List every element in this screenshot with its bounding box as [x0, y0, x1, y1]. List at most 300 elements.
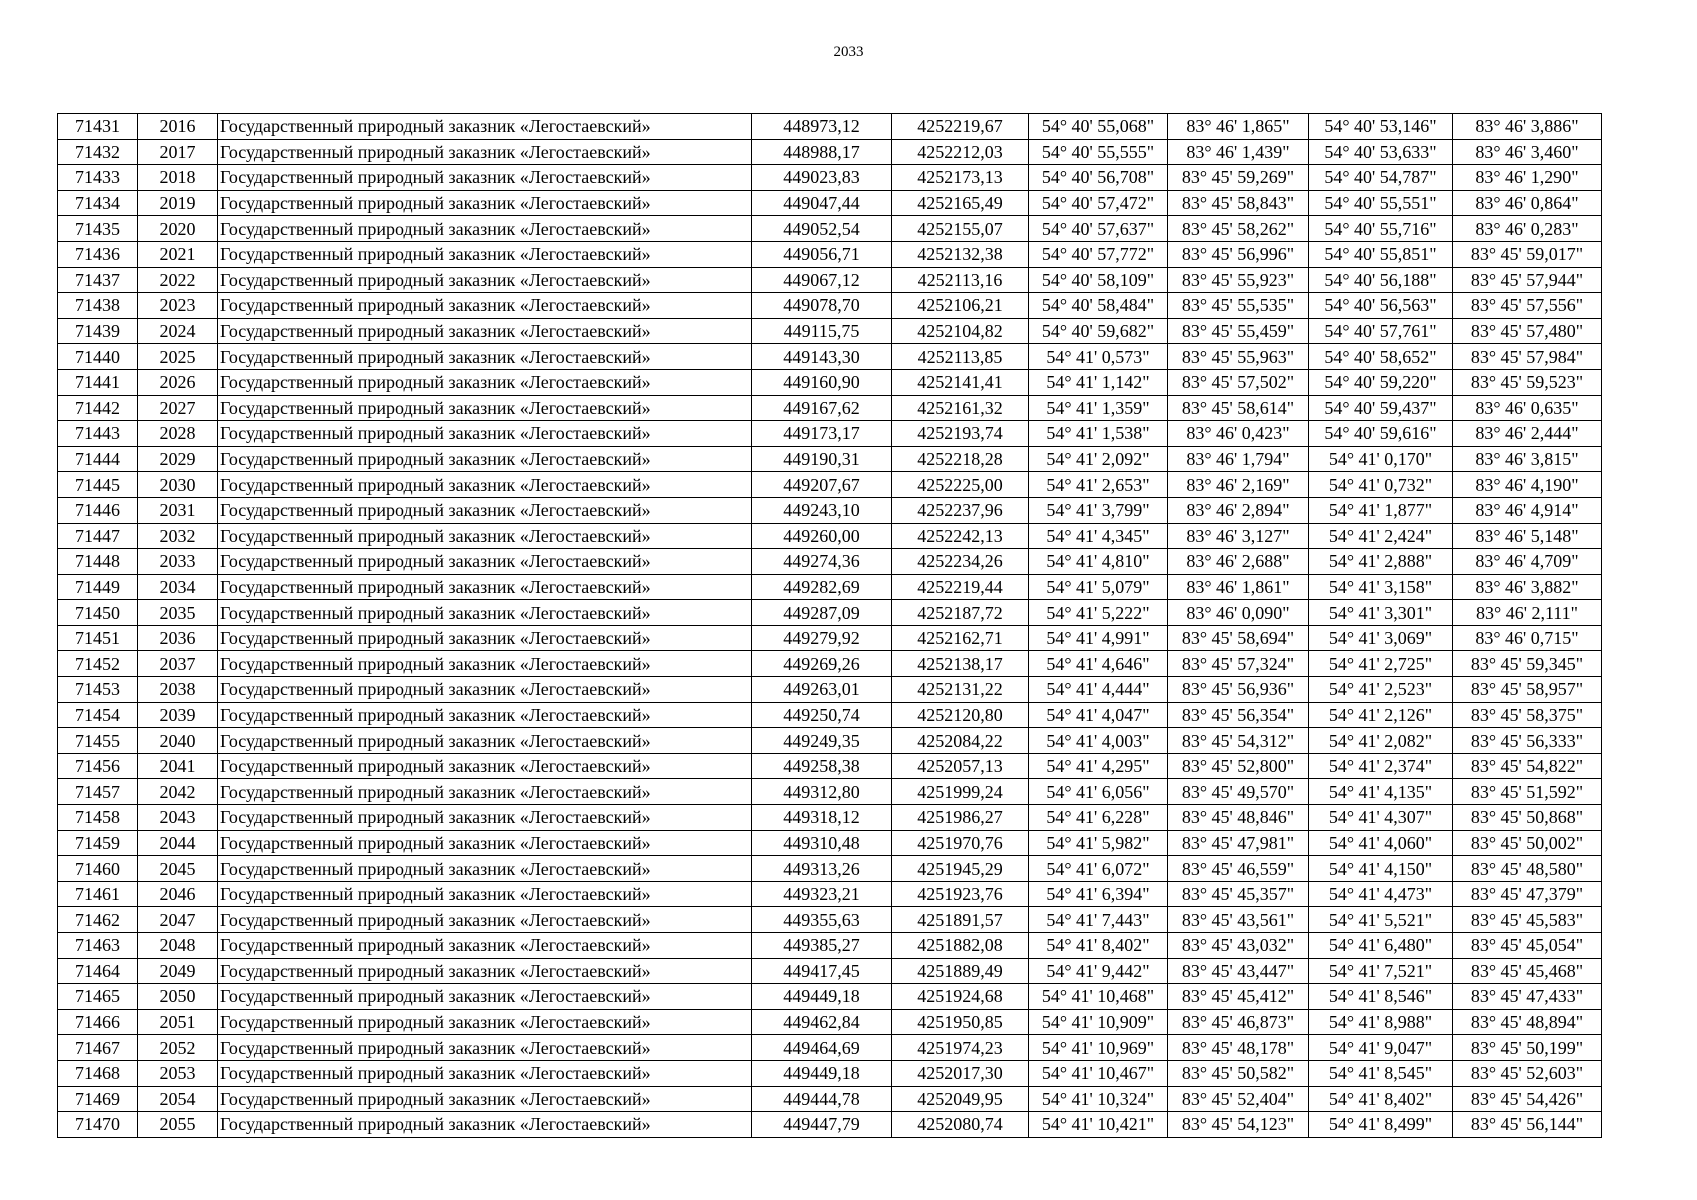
row-number-cell: 71459 — [58, 830, 138, 856]
longitude-1-cell: 83° 45' 43,447" — [1168, 958, 1309, 984]
latitude-1-cell: 54° 40' 57,637" — [1029, 216, 1168, 242]
y-coordinate-cell: 4252141,41 — [892, 369, 1029, 395]
territory-name-cell: Государственный природный заказник «Легостаевский» — [218, 702, 752, 728]
latitude-1-cell: 54° 41' 4,444" — [1029, 677, 1168, 703]
point-number-cell: 2046 — [138, 881, 218, 907]
territory-name-cell: Государственный природный заказник «Легостаевский» — [218, 165, 752, 191]
point-number-cell: 2037 — [138, 651, 218, 677]
latitude-1-cell: 54° 41' 5,079" — [1029, 574, 1168, 600]
latitude-2-cell: 54° 40' 56,188" — [1309, 267, 1453, 293]
territory-name-cell: Государственный природный заказник «Легостаевский» — [218, 1112, 752, 1138]
row-number-cell: 71431 — [58, 114, 138, 140]
page-number: 2033 — [833, 44, 864, 60]
latitude-1-cell: 54° 40' 56,708" — [1029, 165, 1168, 191]
latitude-2-cell: 54° 41' 3,069" — [1309, 625, 1453, 651]
point-number-cell: 2016 — [138, 114, 218, 140]
territory-name-cell: Государственный природный заказник «Легостаевский» — [218, 625, 752, 651]
longitude-2-cell: 83° 45' 50,868" — [1453, 805, 1602, 831]
row-number-cell: 71466 — [58, 1009, 138, 1035]
latitude-2-cell: 54° 40' 59,437" — [1309, 395, 1453, 421]
table-row — [58, 779, 1602, 805]
longitude-2-cell: 83° 46' 4,190" — [1453, 472, 1602, 498]
point-number-cell: 2055 — [138, 1112, 218, 1138]
table-row — [58, 856, 1602, 882]
table-row — [58, 421, 1602, 447]
y-coordinate-cell: 4252162,71 — [892, 625, 1029, 651]
point-number-cell: 2045 — [138, 856, 218, 882]
x-coordinate-cell: 449249,35 — [752, 728, 892, 754]
row-number-cell: 71449 — [58, 574, 138, 600]
latitude-1-cell: 54° 41' 1,142" — [1029, 369, 1168, 395]
y-coordinate-cell: 4252165,49 — [892, 190, 1029, 216]
latitude-2-cell: 54° 40' 55,551" — [1309, 190, 1453, 216]
row-number-cell: 71442 — [58, 395, 138, 421]
row-number-cell: 71456 — [58, 753, 138, 779]
point-number-cell: 2043 — [138, 805, 218, 831]
point-number-cell: 2023 — [138, 293, 218, 319]
longitude-1-cell: 83° 45' 46,873" — [1168, 1009, 1309, 1035]
latitude-2-cell: 54° 41' 2,725" — [1309, 651, 1453, 677]
territory-name-cell: Государственный природный заказник «Легостаевский» — [218, 267, 752, 293]
point-number-cell: 2030 — [138, 472, 218, 498]
latitude-1-cell: 54° 40' 55,555" — [1029, 139, 1168, 165]
latitude-1-cell: 54° 41' 7,443" — [1029, 907, 1168, 933]
point-number-cell: 2027 — [138, 395, 218, 421]
longitude-1-cell: 83° 45' 58,262" — [1168, 216, 1309, 242]
point-number-cell: 2020 — [138, 216, 218, 242]
longitude-2-cell: 83° 46' 0,283" — [1453, 216, 1602, 242]
x-coordinate-cell: 449385,27 — [752, 933, 892, 959]
longitude-2-cell: 83° 46' 1,290" — [1453, 165, 1602, 191]
point-number-cell: 2049 — [138, 958, 218, 984]
latitude-1-cell: 54° 41' 4,003" — [1029, 728, 1168, 754]
territory-name-cell: Государственный природный заказник «Легостаевский» — [218, 984, 752, 1010]
latitude-1-cell: 54° 41' 10,468" — [1029, 984, 1168, 1010]
table-row — [58, 190, 1602, 216]
point-number-cell: 2054 — [138, 1086, 218, 1112]
latitude-2-cell: 54° 41' 4,135" — [1309, 779, 1453, 805]
latitude-2-cell: 54° 40' 55,716" — [1309, 216, 1453, 242]
table-row — [58, 1086, 1602, 1112]
row-number-cell: 71454 — [58, 702, 138, 728]
territory-name-cell: Государственный природный заказник «Легостаевский» — [218, 677, 752, 703]
longitude-1-cell: 83° 45' 49,570" — [1168, 779, 1309, 805]
longitude-1-cell: 83° 45' 55,923" — [1168, 267, 1309, 293]
longitude-2-cell: 83° 46' 3,460" — [1453, 139, 1602, 165]
table-row — [58, 114, 1602, 140]
latitude-1-cell: 54° 41' 8,402" — [1029, 933, 1168, 959]
table-row — [58, 1009, 1602, 1035]
point-number-cell: 2021 — [138, 241, 218, 267]
point-number-cell: 2019 — [138, 190, 218, 216]
longitude-2-cell: 83° 46' 0,715" — [1453, 625, 1602, 651]
latitude-2-cell: 54° 41' 8,402" — [1309, 1086, 1453, 1112]
territory-name-cell: Государственный природный заказник «Легостаевский» — [218, 805, 752, 831]
y-coordinate-cell: 4252242,13 — [892, 523, 1029, 549]
row-number-cell: 71465 — [58, 984, 138, 1010]
x-coordinate-cell: 449115,75 — [752, 318, 892, 344]
x-coordinate-cell: 449269,26 — [752, 651, 892, 677]
y-coordinate-cell: 4251974,23 — [892, 1035, 1029, 1061]
point-number-cell: 2028 — [138, 421, 218, 447]
x-coordinate-cell: 449464,69 — [752, 1035, 892, 1061]
latitude-1-cell: 54° 41' 1,359" — [1029, 395, 1168, 421]
longitude-2-cell: 83° 45' 56,144" — [1453, 1112, 1602, 1138]
latitude-2-cell: 54° 40' 53,146" — [1309, 114, 1453, 140]
longitude-2-cell: 83° 46' 3,882" — [1453, 574, 1602, 600]
latitude-2-cell: 54° 41' 4,473" — [1309, 881, 1453, 907]
table-row — [58, 1112, 1602, 1138]
longitude-2-cell: 83° 45' 57,984" — [1453, 344, 1602, 370]
table-row — [58, 1060, 1602, 1086]
longitude-2-cell: 83° 45' 48,894" — [1453, 1009, 1602, 1035]
row-number-cell: 71443 — [58, 421, 138, 447]
longitude-1-cell: 83° 45' 46,559" — [1168, 856, 1309, 882]
territory-name-cell: Государственный природный заказник «Легостаевский» — [218, 369, 752, 395]
longitude-1-cell: 83° 45' 47,981" — [1168, 830, 1309, 856]
row-number-cell: 71453 — [58, 677, 138, 703]
latitude-2-cell: 54° 41' 7,521" — [1309, 958, 1453, 984]
x-coordinate-cell: 449023,83 — [752, 165, 892, 191]
latitude-2-cell: 54° 41' 0,732" — [1309, 472, 1453, 498]
table-row — [58, 651, 1602, 677]
latitude-1-cell: 54° 41' 10,909" — [1029, 1009, 1168, 1035]
x-coordinate-cell: 449143,30 — [752, 344, 892, 370]
y-coordinate-cell: 4252080,74 — [892, 1112, 1029, 1138]
longitude-2-cell: 83° 46' 3,815" — [1453, 446, 1602, 472]
y-coordinate-cell: 4252113,85 — [892, 344, 1029, 370]
longitude-2-cell: 83° 45' 45,468" — [1453, 958, 1602, 984]
longitude-2-cell: 83° 45' 57,480" — [1453, 318, 1602, 344]
y-coordinate-cell: 4252173,13 — [892, 165, 1029, 191]
point-number-cell: 2048 — [138, 933, 218, 959]
x-coordinate-cell: 449207,67 — [752, 472, 892, 498]
y-coordinate-cell: 4252218,28 — [892, 446, 1029, 472]
longitude-1-cell: 83° 45' 52,800" — [1168, 753, 1309, 779]
longitude-2-cell: 83° 46' 5,148" — [1453, 523, 1602, 549]
row-number-cell: 71440 — [58, 344, 138, 370]
latitude-2-cell: 54° 41' 2,374" — [1309, 753, 1453, 779]
point-number-cell: 2024 — [138, 318, 218, 344]
table-row — [58, 523, 1602, 549]
point-number-cell: 2018 — [138, 165, 218, 191]
y-coordinate-cell: 4252155,07 — [892, 216, 1029, 242]
longitude-1-cell: 83° 45' 56,354" — [1168, 702, 1309, 728]
x-coordinate-cell: 449313,26 — [752, 856, 892, 882]
longitude-1-cell: 83° 45' 43,032" — [1168, 933, 1309, 959]
latitude-1-cell: 54° 41' 4,646" — [1029, 651, 1168, 677]
territory-name-cell: Государственный природный заказник «Легостаевский» — [218, 472, 752, 498]
table-row — [58, 446, 1602, 472]
latitude-2-cell: 54° 41' 4,060" — [1309, 830, 1453, 856]
table-row — [58, 549, 1602, 575]
territory-name-cell: Государственный природный заказник «Легостаевский» — [218, 856, 752, 882]
latitude-1-cell: 54° 41' 10,324" — [1029, 1086, 1168, 1112]
point-number-cell: 2034 — [138, 574, 218, 600]
territory-name-cell: Государственный природный заказник «Легостаевский» — [218, 728, 752, 754]
row-number-cell: 71444 — [58, 446, 138, 472]
longitude-1-cell: 83° 46' 0,090" — [1168, 600, 1309, 626]
territory-name-cell: Государственный природный заказник «Легостаевский» — [218, 753, 752, 779]
table-row — [58, 216, 1602, 242]
longitude-2-cell: 83° 45' 48,580" — [1453, 856, 1602, 882]
territory-name-cell: Государственный природный заказник «Легостаевский» — [218, 421, 752, 447]
latitude-1-cell: 54° 41' 2,092" — [1029, 446, 1168, 472]
table-row — [58, 1035, 1602, 1061]
row-number-cell: 71463 — [58, 933, 138, 959]
longitude-2-cell: 83° 45' 59,345" — [1453, 651, 1602, 677]
x-coordinate-cell: 449167,62 — [752, 395, 892, 421]
longitude-2-cell: 83° 45' 52,603" — [1453, 1060, 1602, 1086]
y-coordinate-cell: 4251999,24 — [892, 779, 1029, 805]
latitude-2-cell: 54° 40' 59,220" — [1309, 369, 1453, 395]
x-coordinate-cell: 449052,54 — [752, 216, 892, 242]
x-coordinate-cell: 449417,45 — [752, 958, 892, 984]
x-coordinate-cell: 449447,79 — [752, 1112, 892, 1138]
longitude-1-cell: 83° 46' 2,688" — [1168, 549, 1309, 575]
latitude-2-cell: 54° 41' 4,307" — [1309, 805, 1453, 831]
longitude-1-cell: 83° 45' 52,404" — [1168, 1086, 1309, 1112]
x-coordinate-cell: 449282,69 — [752, 574, 892, 600]
y-coordinate-cell: 4252212,03 — [892, 139, 1029, 165]
row-number-cell: 71468 — [58, 1060, 138, 1086]
x-coordinate-cell: 449274,36 — [752, 549, 892, 575]
latitude-2-cell: 54° 40' 59,616" — [1309, 421, 1453, 447]
territory-name-cell: Государственный природный заказник «Легостаевский» — [218, 344, 752, 370]
territory-name-cell: Государственный природный заказник «Легостаевский» — [218, 497, 752, 523]
point-number-cell: 2052 — [138, 1035, 218, 1061]
longitude-1-cell: 83° 46' 1,439" — [1168, 139, 1309, 165]
longitude-2-cell: 83° 45' 47,433" — [1453, 984, 1602, 1010]
longitude-1-cell: 83° 45' 45,357" — [1168, 881, 1309, 907]
row-number-cell: 71437 — [58, 267, 138, 293]
longitude-2-cell: 83° 45' 45,583" — [1453, 907, 1602, 933]
point-number-cell: 2022 — [138, 267, 218, 293]
table-row — [58, 344, 1602, 370]
x-coordinate-cell: 449449,18 — [752, 984, 892, 1010]
territory-name-cell: Государственный природный заказник «Легостаевский» — [218, 881, 752, 907]
latitude-2-cell: 54° 40' 58,652" — [1309, 344, 1453, 370]
table-row — [58, 318, 1602, 344]
latitude-2-cell: 54° 41' 2,424" — [1309, 523, 1453, 549]
longitude-1-cell: 83° 45' 58,614" — [1168, 395, 1309, 421]
point-number-cell: 2033 — [138, 549, 218, 575]
latitude-2-cell: 54° 41' 4,150" — [1309, 856, 1453, 882]
territory-name-cell: Государственный природный заказник «Легостаевский» — [218, 241, 752, 267]
latitude-2-cell: 54° 41' 9,047" — [1309, 1035, 1453, 1061]
point-number-cell: 2042 — [138, 779, 218, 805]
latitude-1-cell: 54° 41' 4,345" — [1029, 523, 1168, 549]
territory-name-cell: Государственный природный заказник «Легостаевский» — [218, 446, 752, 472]
longitude-1-cell: 83° 45' 56,996" — [1168, 241, 1309, 267]
table-row — [58, 677, 1602, 703]
x-coordinate-cell: 449355,63 — [752, 907, 892, 933]
y-coordinate-cell: 4251945,29 — [892, 856, 1029, 882]
x-coordinate-cell: 449067,12 — [752, 267, 892, 293]
row-number-cell: 71470 — [58, 1112, 138, 1138]
longitude-2-cell: 83° 46' 0,864" — [1453, 190, 1602, 216]
point-number-cell: 2029 — [138, 446, 218, 472]
territory-name-cell: Государственный природный заказник «Легостаевский» — [218, 1086, 752, 1112]
latitude-1-cell: 54° 40' 57,472" — [1029, 190, 1168, 216]
x-coordinate-cell: 449258,38 — [752, 753, 892, 779]
point-number-cell: 2040 — [138, 728, 218, 754]
latitude-2-cell: 54° 40' 57,761" — [1309, 318, 1453, 344]
table-row — [58, 728, 1602, 754]
row-number-cell: 71464 — [58, 958, 138, 984]
table-row — [58, 241, 1602, 267]
y-coordinate-cell: 4252237,96 — [892, 497, 1029, 523]
row-number-cell: 71436 — [58, 241, 138, 267]
longitude-1-cell: 83° 45' 57,502" — [1168, 369, 1309, 395]
latitude-2-cell: 54° 40' 54,787" — [1309, 165, 1453, 191]
y-coordinate-cell: 4252219,44 — [892, 574, 1029, 600]
row-number-cell: 71461 — [58, 881, 138, 907]
latitude-1-cell: 54° 41' 2,653" — [1029, 472, 1168, 498]
y-coordinate-cell: 4251882,08 — [892, 933, 1029, 959]
y-coordinate-cell: 4252120,80 — [892, 702, 1029, 728]
x-coordinate-cell: 449250,74 — [752, 702, 892, 728]
x-coordinate-cell: 449260,00 — [752, 523, 892, 549]
longitude-1-cell: 83° 45' 59,269" — [1168, 165, 1309, 191]
longitude-2-cell: 83° 46' 4,709" — [1453, 549, 1602, 575]
longitude-1-cell: 83° 46' 1,794" — [1168, 446, 1309, 472]
territory-name-cell: Государственный природный заказник «Легостаевский» — [218, 114, 752, 140]
latitude-2-cell: 54° 41' 8,499" — [1309, 1112, 1453, 1138]
territory-name-cell: Государственный природный заказник «Легостаевский» — [218, 293, 752, 319]
y-coordinate-cell: 4252049,95 — [892, 1086, 1029, 1112]
longitude-2-cell: 83° 45' 57,556" — [1453, 293, 1602, 319]
row-number-cell: 71433 — [58, 165, 138, 191]
table-row — [58, 293, 1602, 319]
longitude-2-cell: 83° 46' 0,635" — [1453, 395, 1602, 421]
territory-name-cell: Государственный природный заказник «Легостаевский» — [218, 549, 752, 575]
territory-name-cell: Государственный природный заказник «Легостаевский» — [218, 216, 752, 242]
latitude-2-cell: 54° 41' 2,126" — [1309, 702, 1453, 728]
x-coordinate-cell: 449444,78 — [752, 1086, 892, 1112]
latitude-1-cell: 54° 41' 6,056" — [1029, 779, 1168, 805]
row-number-cell: 71460 — [58, 856, 138, 882]
territory-name-cell: Государственный природный заказник «Легостаевский» — [218, 523, 752, 549]
latitude-1-cell: 54° 41' 3,799" — [1029, 497, 1168, 523]
longitude-1-cell: 83° 45' 54,312" — [1168, 728, 1309, 754]
latitude-1-cell: 54° 41' 4,991" — [1029, 625, 1168, 651]
y-coordinate-cell: 4252138,17 — [892, 651, 1029, 677]
longitude-2-cell: 83° 45' 59,523" — [1453, 369, 1602, 395]
latitude-1-cell: 54° 41' 1,538" — [1029, 421, 1168, 447]
longitude-1-cell: 83° 46' 1,861" — [1168, 574, 1309, 600]
longitude-2-cell: 83° 46' 2,444" — [1453, 421, 1602, 447]
row-number-cell: 71445 — [58, 472, 138, 498]
point-number-cell: 2032 — [138, 523, 218, 549]
point-number-cell: 2053 — [138, 1060, 218, 1086]
y-coordinate-cell: 4252187,72 — [892, 600, 1029, 626]
longitude-2-cell: 83° 45' 45,054" — [1453, 933, 1602, 959]
row-number-cell: 71434 — [58, 190, 138, 216]
latitude-2-cell: 54° 41' 6,480" — [1309, 933, 1453, 959]
table-row — [58, 267, 1602, 293]
latitude-1-cell: 54° 40' 59,682" — [1029, 318, 1168, 344]
row-number-cell: 71447 — [58, 523, 138, 549]
longitude-2-cell: 83° 46' 4,914" — [1453, 497, 1602, 523]
y-coordinate-cell: 4252017,30 — [892, 1060, 1029, 1086]
territory-name-cell: Государственный природный заказник «Легостаевский» — [218, 1060, 752, 1086]
point-number-cell: 2041 — [138, 753, 218, 779]
row-number-cell: 71435 — [58, 216, 138, 242]
row-number-cell: 71469 — [58, 1086, 138, 1112]
latitude-2-cell: 54° 41' 8,546" — [1309, 984, 1453, 1010]
longitude-2-cell: 83° 45' 59,017" — [1453, 241, 1602, 267]
point-number-cell: 2031 — [138, 497, 218, 523]
point-number-cell: 2038 — [138, 677, 218, 703]
table-row — [58, 958, 1602, 984]
latitude-1-cell: 54° 41' 9,442" — [1029, 958, 1168, 984]
y-coordinate-cell: 4251950,85 — [892, 1009, 1029, 1035]
x-coordinate-cell: 449173,17 — [752, 421, 892, 447]
x-coordinate-cell: 449310,48 — [752, 830, 892, 856]
latitude-1-cell: 54° 41' 10,969" — [1029, 1035, 1168, 1061]
longitude-2-cell: 83° 45' 57,944" — [1453, 267, 1602, 293]
table-row — [58, 497, 1602, 523]
table-row — [58, 805, 1602, 831]
row-number-cell: 71446 — [58, 497, 138, 523]
longitude-1-cell: 83° 45' 50,582" — [1168, 1060, 1309, 1086]
territory-name-cell: Государственный природный заказник «Легостаевский» — [218, 318, 752, 344]
point-number-cell: 2050 — [138, 984, 218, 1010]
row-number-cell: 71438 — [58, 293, 138, 319]
latitude-2-cell: 54° 41' 2,523" — [1309, 677, 1453, 703]
row-number-cell: 71455 — [58, 728, 138, 754]
table-row — [58, 395, 1602, 421]
territory-name-cell: Государственный природный заказник «Легостаевский» — [218, 651, 752, 677]
x-coordinate-cell: 449047,44 — [752, 190, 892, 216]
table-row — [58, 702, 1602, 728]
point-number-cell: 2035 — [138, 600, 218, 626]
longitude-2-cell: 83° 45' 56,333" — [1453, 728, 1602, 754]
x-coordinate-cell: 449078,70 — [752, 293, 892, 319]
longitude-1-cell: 83° 46' 1,865" — [1168, 114, 1309, 140]
territory-name-cell: Государственный природный заказник «Легостаевский» — [218, 958, 752, 984]
coordinates-table — [57, 113, 1602, 1138]
longitude-1-cell: 83° 45' 55,535" — [1168, 293, 1309, 319]
x-coordinate-cell: 449312,80 — [752, 779, 892, 805]
latitude-1-cell: 54° 40' 57,772" — [1029, 241, 1168, 267]
territory-name-cell: Государственный природный заказник «Легостаевский» — [218, 907, 752, 933]
x-coordinate-cell: 449160,90 — [752, 369, 892, 395]
latitude-2-cell: 54° 41' 2,082" — [1309, 728, 1453, 754]
table-row — [58, 907, 1602, 933]
row-number-cell: 71448 — [58, 549, 138, 575]
latitude-2-cell: 54° 40' 53,633" — [1309, 139, 1453, 165]
latitude-2-cell: 54° 41' 3,158" — [1309, 574, 1453, 600]
longitude-1-cell: 83° 45' 43,561" — [1168, 907, 1309, 933]
latitude-1-cell: 54° 41' 10,421" — [1029, 1112, 1168, 1138]
x-coordinate-cell: 449056,71 — [752, 241, 892, 267]
longitude-2-cell: 83° 46' 2,111" — [1453, 600, 1602, 626]
point-number-cell: 2026 — [138, 369, 218, 395]
longitude-2-cell: 83° 45' 51,592" — [1453, 779, 1602, 805]
longitude-2-cell: 83° 45' 58,957" — [1453, 677, 1602, 703]
longitude-1-cell: 83° 46' 2,169" — [1168, 472, 1309, 498]
table-row — [58, 753, 1602, 779]
y-coordinate-cell: 4251924,68 — [892, 984, 1029, 1010]
longitude-1-cell: 83° 45' 57,324" — [1168, 651, 1309, 677]
y-coordinate-cell: 4251889,49 — [892, 958, 1029, 984]
point-number-cell: 2017 — [138, 139, 218, 165]
latitude-1-cell: 54° 41' 4,295" — [1029, 753, 1168, 779]
territory-name-cell: Государственный природный заказник «Легостаевский» — [218, 139, 752, 165]
row-number-cell: 71457 — [58, 779, 138, 805]
